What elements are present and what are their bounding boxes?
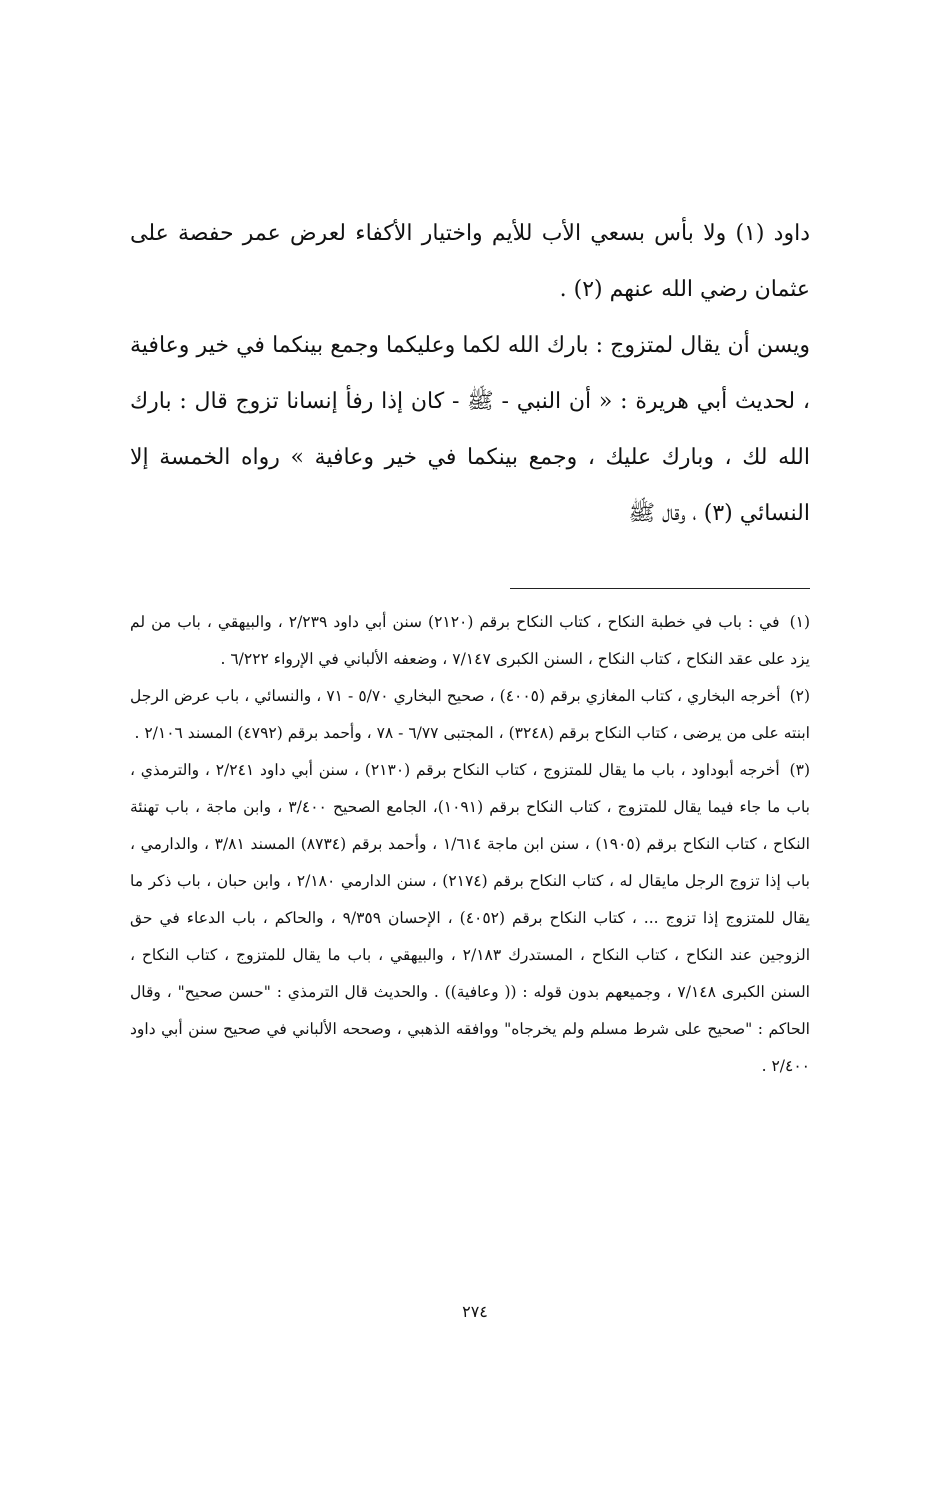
main-paragraph-1: داود (١) ولا بأس بسعي الأب للأيم واختيار الأكفاء لعرض عمر حفصة على عثمان رضي الله عنهم (٢) .: [130, 221, 810, 302]
footnote-3: [130, 752, 810, 1085]
footnote-number: (١): [789, 613, 811, 631]
footnote-number: (٣): [789, 761, 810, 779]
footnote-text: أخرجه البخاري ، كتاب المغازي برقم (٤٠٠٥) ، صحيح البخاري ٥/٧٠ - ٧١ ، والنسائي ، باب عرض الرجل ابنته على من يرضى ، كتاب النكاح برقم (٣٢٤٨) ، المجتبى ٦/٧٧ - ٧٨ ، وأحمد برقم (٤٧٩٢) المسند ٢/١٠٦ .: [130, 687, 810, 742]
footnote-2: [130, 678, 810, 752]
footnote-text: في : باب في خطبة النكاح ، كتاب النكاح برقم (٢١٢٠) سنن أبي داود ٢/٢٣٩ ، والبيهقي ، باب من لم يزد على عقد النكاح ، كتاب النكاح ، السنن الكبرى ٧/١٤٧ ، وضعفه الألباني في الإرواء ٦/٢٢٢ .: [130, 613, 810, 668]
footnotes-section: [130, 604, 810, 1085]
main-text-body: [130, 206, 810, 542]
page-number: ٢٧٤: [462, 1302, 488, 1321]
main-paragraph-2: ويسن أن يقال لمتزوج : بارك الله لكما وعليكما وجمع بينكما في خير وعافية ، لحديث أبي هريرة : « أن النبي - ﷺ - كان إذا رفأ إنسانا تزوج قال : بارك الله لك ، وبارك عليك ، وجمع بينكما في خير وعافية » رواه الخمسة إلا النسائي (٣) ، وقال ﷺ: [130, 333, 810, 526]
footnote-text: أخرجه أبوداود ، باب ما يقال للمتزوج ، كتاب النكاح برقم (٢١٣٠) ، سنن أبي داود ٢/٢٤١ ، والترمذي ، باب ما جاء فيما يقال للمتزوج ، كتاب النكاح برقم (١٠٩١)، الجامع الصحيح ٣/٤٠٠ ، وابن ماجة ، باب تهنئة النكاح ، كتاب النكاح برقم (١٩٠٥) ، سنن ابن ماجة ١/٦١٤ ، وأحمد برقم (٨٧٣٤) المسند ٣/٨١ ، والدارمي ، باب إذا تزوج الرجل مايقال له ، كتاب النكاح برقم (٢١٧٤) ، سنن الدارمي ٢/١٨٠ ، وابن حبان ، باب ذكر ما يقال للمتزوج إذا تزوج ... ، كتاب النكاح برقم (٤٠٥٢) ، الإحسان ٩/٣٥٩ ، والحاكم ، باب الدعاء في حق الزوجين عند النكاح ، كتاب النكاح ، المستدرك ٢/١٨٣ ، والبيهقي ، باب ما يقال للمتزوج ، كتاب النكاح ، السنن الكبرى ٧/١٤٨ ، وجميعهم بدون قوله : (( وعافية)) . والحديث قال الترمذي : "حسن صحيح" ، وقال الحاكم : "صحيح على شرط مسلم ولم يخرجاه" ووافقه الذهبي ، وصححه الألباني في صحيح سنن أبي داود ٢/٤٠٠ .: [130, 761, 810, 1075]
footnote-number: (٢): [789, 687, 811, 705]
footnote-1: [130, 604, 810, 678]
footnote-separator: [510, 588, 810, 589]
